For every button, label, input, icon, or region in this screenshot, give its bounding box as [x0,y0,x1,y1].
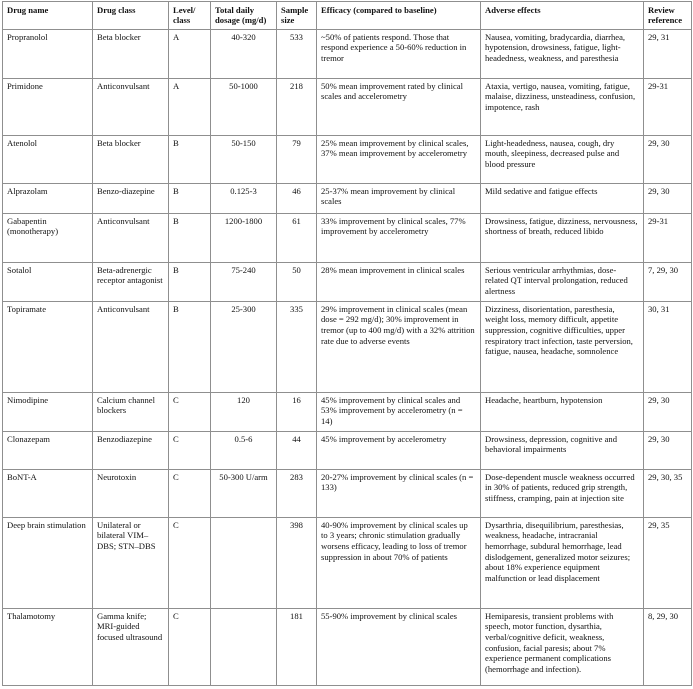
cell-level: C [169,469,211,517]
table-row [3,183,692,213]
cell-efficacy: ~50% of patients respond. Those that respond experience a 50-60% reduction in tremor [317,29,481,78]
cell-adverse-effects: Ataxia, vertigo, nausea, vomiting, fatigue, malaise, dizziness, unsteadiness, confusion, impotence, rash [481,78,644,135]
cell-sample-size: 46 [277,183,317,213]
cell-sample-size: 44 [277,431,317,469]
cell-sample-size: 61 [277,213,317,262]
cell-review-reference: 29, 30 [644,392,692,431]
cell-dosage: 25-300 [211,301,277,392]
header-review-reference: Review reference [644,2,692,30]
cell-drug-class: Benzodiazepine [93,431,169,469]
cell-drug-name: Topiramate [3,301,93,392]
cell-efficacy: 45% improvement by accelerometry [317,431,481,469]
cell-drug-name: Nimodipine [3,392,93,431]
cell-level: C [169,608,211,685]
cell-level: B [169,213,211,262]
table-row [3,29,692,78]
cell-drug-class: Calcium channel blockers [93,392,169,431]
cell-adverse-effects: Drowsiness, fatigue, dizziness, nervousness, shortness of breath, reduced libido [481,213,644,262]
cell-sample-size: 283 [277,469,317,517]
cell-efficacy: 20-27% improvement by clinical scales (n = 133) [317,469,481,517]
header-drug-name: Drug name [3,2,93,30]
table-row [3,517,692,608]
cell-efficacy: 25% mean improvement by clinical scales, 37% mean improvement by accelerometry [317,135,481,183]
cell-efficacy: 50% mean improvement rated by clinical scales and accelerometry [317,78,481,135]
cell-drug-class: Beta blocker [93,29,169,78]
cell-efficacy: 55-90% improvement by clinical scales [317,608,481,685]
essential-tremor-treatment-table [2,1,692,686]
cell-review-reference: 29, 30 [644,431,692,469]
header-dosage: Total daily dosage (mg/d) [211,2,277,30]
cell-review-reference: 29, 30, 35 [644,469,692,517]
cell-efficacy: 29% improvement in clinical scales (mean dose = 292 mg/d); 30% improvement in tremor (up to 400 mg/d) with a 32% attrition rate due to adverse events [317,301,481,392]
table-row [3,431,692,469]
cell-level: C [169,392,211,431]
cell-dosage: 50-150 [211,135,277,183]
cell-dosage: 120 [211,392,277,431]
cell-drug-class: Gamma knife; MRI-guided focused ultrasound [93,608,169,685]
cell-adverse-effects: Headache, heartburn, hypotension [481,392,644,431]
cell-adverse-effects: Mild sedative and fatigue effects [481,183,644,213]
cell-adverse-effects: Nausea, vomiting, bradycardia, diarrhea, hypotension, drowsiness, fatigue, light-headedness, weakness, and paresthesia [481,29,644,78]
header-adverse-effects: Adverse effects [481,2,644,30]
cell-efficacy: 40-90% improvement by clinical scales up to 3 years; chronic stimulation gradually worsens efficacy, leading to loss of tremor suppression in about 70% of patients [317,517,481,608]
cell-level: A [169,29,211,78]
cell-drug-name: Thalamotomy [3,608,93,685]
cell-adverse-effects: Drowsiness, depression, cognitive and behavioral impairments [481,431,644,469]
cell-sample-size: 335 [277,301,317,392]
cell-review-reference: 29, 30 [644,183,692,213]
cell-drug-class: Unilateral or bilateral VIM–DBS; STN–DBS [93,517,169,608]
table-row [3,608,692,685]
table-row [3,78,692,135]
cell-level: B [169,301,211,392]
cell-drug-class: Beta blocker [93,135,169,183]
cell-adverse-effects: Light-headedness, nausea, cough, dry mouth, sleepiness, decreased pulse and blood pressure [481,135,644,183]
header-sample-size: Sample size [277,2,317,30]
table-header-row [3,2,692,30]
cell-drug-class: Anticonvulsant [93,213,169,262]
cell-drug-name: Sotalol [3,262,93,301]
cell-drug-name: Propranolol [3,29,93,78]
cell-drug-class: Benzo-diazepine [93,183,169,213]
table-row [3,392,692,431]
table-row [3,213,692,262]
table-row [3,469,692,517]
cell-adverse-effects: Dysarthria, disequilibrium, paresthesias, weakness, headache, intracranial hemorrhage, subdural hemorrhage, lead dislodgement, generalized motor seizures; about 18% experience equipment malfunction or lead displacement [481,517,644,608]
cell-drug-name: Deep brain stimulation [3,517,93,608]
table-row [3,301,692,392]
cell-review-reference: 8, 29, 30 [644,608,692,685]
cell-adverse-effects: Serious ventricular arrhythmias, dose-related QT interval prolongation, reduced alertness [481,262,644,301]
cell-sample-size: 218 [277,78,317,135]
cell-dosage: 0.125-3 [211,183,277,213]
cell-sample-size: 79 [277,135,317,183]
cell-drug-name: Alprazolam [3,183,93,213]
cell-sample-size: 16 [277,392,317,431]
cell-level: B [169,262,211,301]
cell-review-reference: 29, 30 [644,135,692,183]
cell-dosage: 50-1000 [211,78,277,135]
cell-dosage: 1200-1800 [211,213,277,262]
cell-level: C [169,431,211,469]
cell-drug-name: Atenolol [3,135,93,183]
cell-dosage: 0.5-6 [211,431,277,469]
cell-level: A [169,78,211,135]
cell-sample-size: 533 [277,29,317,78]
cell-level: B [169,183,211,213]
table-row [3,262,692,301]
cell-efficacy: 33% improvement by clinical scales, 77% improvement by accelerometry [317,213,481,262]
cell-efficacy: 45% improvement by clinical scales and 53% improvement by accelerometry (n = 14) [317,392,481,431]
cell-review-reference: 29-31 [644,78,692,135]
header-level: Level/ class [169,2,211,30]
header-efficacy: Efficacy (compared to baseline) [317,2,481,30]
cell-drug-name: Primidone [3,78,93,135]
cell-efficacy: 28% mean improvement in clinical scales [317,262,481,301]
cell-dosage: 40-320 [211,29,277,78]
cell-drug-class: Anticonvulsant [93,301,169,392]
cell-level: B [169,135,211,183]
cell-review-reference: 7, 29, 30 [644,262,692,301]
cell-review-reference: 29-31 [644,213,692,262]
cell-dosage [211,608,277,685]
cell-drug-name: BoNT-A [3,469,93,517]
cell-drug-class: Neurotoxin [93,469,169,517]
cell-adverse-effects: Hemiparesis, transient problems with speech, motor function, dysarthia, verbal/cognitive deficit, weakness, confusion, facial paresis; about 7% experience permanent complications (hemorrhage and infection). [481,608,644,685]
cell-dosage [211,517,277,608]
cell-review-reference: 30, 31 [644,301,692,392]
cell-drug-class: Beta-adrenergic receptor antagonist [93,262,169,301]
cell-dosage: 50-300 U/arm [211,469,277,517]
cell-drug-name: Clonazepam [3,431,93,469]
table-row [3,135,692,183]
cell-review-reference: 29, 35 [644,517,692,608]
cell-sample-size: 50 [277,262,317,301]
cell-review-reference: 29, 31 [644,29,692,78]
cell-drug-name: Gabapentin (monotherapy) [3,213,93,262]
cell-sample-size: 181 [277,608,317,685]
cell-efficacy: 25-37% mean improvement by clinical scales [317,183,481,213]
cell-dosage: 75-240 [211,262,277,301]
header-drug-class: Drug class [93,2,169,30]
cell-sample-size: 398 [277,517,317,608]
cell-adverse-effects: Dizziness, disorientation, paresthesia, weight loss, memory difficult, appetite suppression, cognitive difficulties, upper respiratory tract infection, taste perversion, fatigue, nausea, headache, somnolence [481,301,644,392]
cell-adverse-effects: Dose-dependent muscle weakness occurred in 30% of patients, reduced grip strength, stiffness, cramping, pain at injection site [481,469,644,517]
cell-level: C [169,517,211,608]
cell-drug-class: Anticonvulsant [93,78,169,135]
